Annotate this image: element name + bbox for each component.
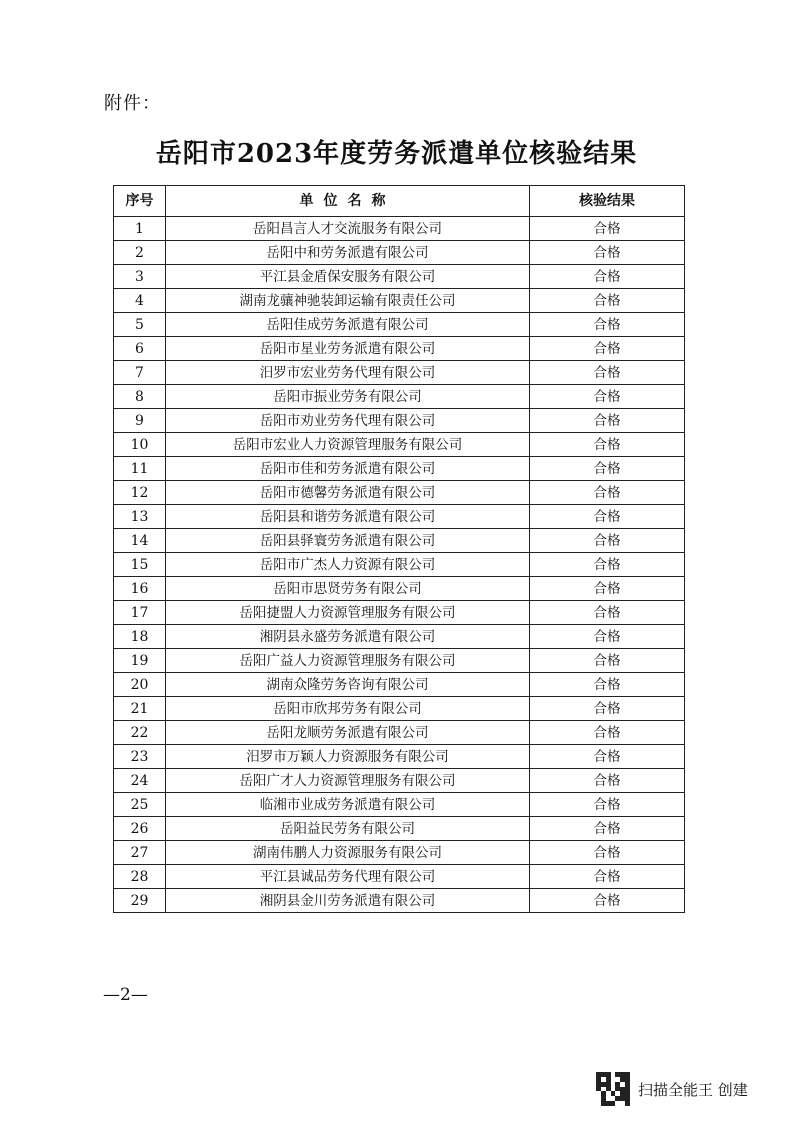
cell-unit-name: 岳阳中和劳务派遣有限公司 (166, 241, 530, 265)
table-row (114, 481, 685, 505)
cell-serial-number: 12 (114, 481, 166, 505)
table-row (114, 625, 685, 649)
cell-serial-number: 26 (114, 817, 166, 841)
cell-unit-name: 湘阴县金川劳务派遣有限公司 (166, 889, 530, 913)
cell-serial-number: 21 (114, 697, 166, 721)
cell-verification-result: 合格 (530, 577, 685, 601)
table-row (114, 553, 685, 577)
cell-verification-result: 合格 (530, 433, 685, 457)
page-number: —2— (103, 985, 148, 1005)
cell-serial-number: 22 (114, 721, 166, 745)
table-row (114, 577, 685, 601)
qr-code-icon (596, 1072, 630, 1106)
cell-unit-name: 平江县诚品劳务代理有限公司 (166, 865, 530, 889)
header-unit-name: 单位名称 (166, 186, 530, 217)
cell-serial-number: 20 (114, 673, 166, 697)
cell-verification-result: 合格 (530, 841, 685, 865)
table-row (114, 769, 685, 793)
cell-unit-name: 岳阳县驿寰劳务派遣有限公司 (166, 529, 530, 553)
cell-verification-result: 合格 (530, 241, 685, 265)
cell-serial-number: 1 (114, 217, 166, 241)
cell-unit-name: 岳阳益民劳务有限公司 (166, 817, 530, 841)
table-row (114, 673, 685, 697)
table-row (114, 649, 685, 673)
table-row (114, 361, 685, 385)
cell-serial-number: 2 (114, 241, 166, 265)
table-row (114, 601, 685, 625)
watermark-text: 扫描全能王 创建 (638, 1080, 748, 1099)
cell-unit-name: 岳阳市星业劳务派遣有限公司 (166, 337, 530, 361)
verification-results-table (113, 185, 685, 913)
annex-label: 附件： (104, 93, 161, 114)
cell-unit-name: 岳阳佳成劳务派遣有限公司 (166, 313, 530, 337)
cell-serial-number: 18 (114, 625, 166, 649)
cell-verification-result: 合格 (530, 769, 685, 793)
cell-serial-number: 29 (114, 889, 166, 913)
cell-unit-name: 岳阳龙顺劳务派遣有限公司 (166, 721, 530, 745)
cell-verification-result: 合格 (530, 385, 685, 409)
cell-serial-number: 10 (114, 433, 166, 457)
table-row (114, 241, 685, 265)
cell-verification-result: 合格 (530, 217, 685, 241)
cell-unit-name: 汨罗市宏业劳务代理有限公司 (166, 361, 530, 385)
cell-verification-result: 合格 (530, 337, 685, 361)
cell-serial-number: 14 (114, 529, 166, 553)
cell-verification-result: 合格 (530, 817, 685, 841)
cell-verification-result: 合格 (530, 865, 685, 889)
cell-verification-result: 合格 (530, 505, 685, 529)
table-row (114, 793, 685, 817)
table-row (114, 889, 685, 913)
table-row (114, 745, 685, 769)
cell-serial-number: 6 (114, 337, 166, 361)
cell-verification-result: 合格 (530, 721, 685, 745)
cell-serial-number: 9 (114, 409, 166, 433)
cell-serial-number: 11 (114, 457, 166, 481)
cell-verification-result: 合格 (530, 481, 685, 505)
cell-verification-result: 合格 (530, 529, 685, 553)
table-row (114, 721, 685, 745)
table-row (114, 265, 685, 289)
cell-verification-result: 合格 (530, 745, 685, 769)
cell-verification-result: 合格 (530, 313, 685, 337)
cell-verification-result: 合格 (530, 889, 685, 913)
cell-verification-result: 合格 (530, 361, 685, 385)
table-row (114, 457, 685, 481)
cell-serial-number: 23 (114, 745, 166, 769)
cell-verification-result: 合格 (530, 289, 685, 313)
cell-unit-name: 岳阳市宏业人力资源管理服务有限公司 (166, 433, 530, 457)
cell-serial-number: 16 (114, 577, 166, 601)
cell-verification-result: 合格 (530, 265, 685, 289)
cell-verification-result: 合格 (530, 457, 685, 481)
table-body (114, 217, 685, 913)
table-row (114, 841, 685, 865)
table-row (114, 505, 685, 529)
cell-serial-number: 4 (114, 289, 166, 313)
table-header-row (114, 186, 685, 217)
header-serial-number: 序号 (114, 186, 166, 217)
cell-verification-result: 合格 (530, 625, 685, 649)
table-row (114, 337, 685, 361)
cell-serial-number: 28 (114, 865, 166, 889)
scanner-watermark (596, 1072, 748, 1106)
cell-unit-name: 岳阳市佳和劳务派遣有限公司 (166, 457, 530, 481)
cell-unit-name: 岳阳捷盟人力资源管理服务有限公司 (166, 601, 530, 625)
cell-verification-result: 合格 (530, 553, 685, 577)
cell-serial-number: 25 (114, 793, 166, 817)
cell-unit-name: 汨罗市万颖人力资源服务有限公司 (166, 745, 530, 769)
table-row (114, 289, 685, 313)
table-row (114, 529, 685, 553)
cell-serial-number: 13 (114, 505, 166, 529)
table-row (114, 313, 685, 337)
cell-serial-number: 24 (114, 769, 166, 793)
cell-serial-number: 3 (114, 265, 166, 289)
cell-serial-number: 17 (114, 601, 166, 625)
cell-verification-result: 合格 (530, 793, 685, 817)
cell-unit-name: 岳阳市振业劳务有限公司 (166, 385, 530, 409)
cell-serial-number: 15 (114, 553, 166, 577)
table-row (114, 697, 685, 721)
cell-unit-name: 岳阳昌言人才交流服务有限公司 (166, 217, 530, 241)
cell-unit-name: 岳阳市广杰人力资源有限公司 (166, 553, 530, 577)
cell-unit-name: 临湘市业成劳务派遣有限公司 (166, 793, 530, 817)
table-row (114, 217, 685, 241)
cell-serial-number: 5 (114, 313, 166, 337)
cell-unit-name: 岳阳广益人力资源管理服务有限公司 (166, 649, 530, 673)
table-row (114, 865, 685, 889)
cell-serial-number: 27 (114, 841, 166, 865)
cell-serial-number: 7 (114, 361, 166, 385)
cell-unit-name: 岳阳市劝业劳务代理有限公司 (166, 409, 530, 433)
cell-serial-number: 8 (114, 385, 166, 409)
document-title: 岳阳市2023年度劳务派遣单位核验结果 (155, 139, 638, 169)
cell-verification-result: 合格 (530, 697, 685, 721)
cell-unit-name: 湖南众隆劳务咨询有限公司 (166, 673, 530, 697)
cell-unit-name: 湖南龙骧神驰装卸运输有限责任公司 (166, 289, 530, 313)
header-verification-result: 核验结果 (530, 186, 685, 217)
cell-serial-number: 19 (114, 649, 166, 673)
cell-unit-name: 岳阳市思贤劳务有限公司 (166, 577, 530, 601)
cell-unit-name: 岳阳市欣邦劳务有限公司 (166, 697, 530, 721)
cell-unit-name: 湘阴县永盛劳务派遣有限公司 (166, 625, 530, 649)
cell-unit-name: 平江县金盾保安服务有限公司 (166, 265, 530, 289)
cell-verification-result: 合格 (530, 673, 685, 697)
cell-unit-name: 岳阳广才人力资源管理服务有限公司 (166, 769, 530, 793)
table-row (114, 433, 685, 457)
table-row (114, 409, 685, 433)
cell-unit-name: 岳阳县和谐劳务派遣有限公司 (166, 505, 530, 529)
cell-verification-result: 合格 (530, 601, 685, 625)
cell-unit-name: 湖南伟鹏人力资源服务有限公司 (166, 841, 530, 865)
cell-unit-name: 岳阳市德馨劳务派遣有限公司 (166, 481, 530, 505)
table-row (114, 385, 685, 409)
table-row (114, 817, 685, 841)
cell-verification-result: 合格 (530, 649, 685, 673)
cell-verification-result: 合格 (530, 409, 685, 433)
